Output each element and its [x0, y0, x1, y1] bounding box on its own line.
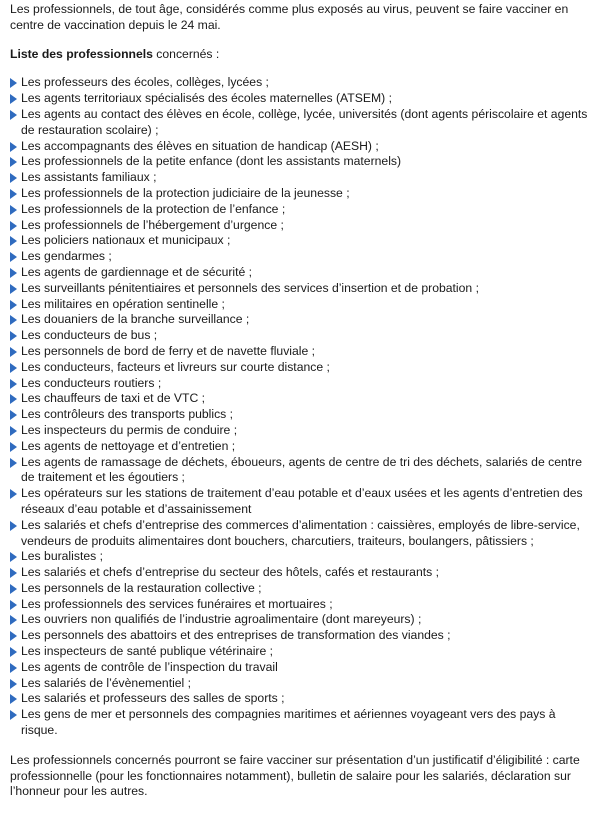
- list-item-text: Les professionnels de l’hébergement d’urgence ;: [21, 217, 284, 232]
- list-item: [10, 170, 590, 186]
- triangle-right-icon: [10, 94, 17, 104]
- triangle-right-icon: [10, 252, 17, 262]
- triangle-right-icon: [10, 363, 17, 373]
- list-item-text: Les contrôleurs des transports publics ;: [21, 407, 234, 422]
- list-item: [10, 186, 590, 202]
- list-item-text: Les professionnels de la protection judiciaire de la jeunesse ;: [21, 185, 350, 200]
- list-item-text: Les ouvriers non qualifiés de l’industrie agroalimentaire (dont mareyeurs) ;: [21, 612, 422, 627]
- professionals-list: [10, 75, 590, 738]
- list-item: [10, 297, 590, 313]
- triangle-right-icon: [10, 157, 17, 167]
- triangle-right-icon: [10, 142, 17, 152]
- list-item: [10, 644, 590, 660]
- triangle-right-icon: [10, 521, 17, 531]
- list-item-text: Les agents de ramassage de déchets, éboueurs, agents de centre de tri des déchets, salariés de centre de traitement et les égoutiers ;: [21, 454, 582, 485]
- triangle-right-icon: [10, 300, 17, 310]
- triangle-right-icon: [10, 426, 17, 436]
- list-item-text: Les inspecteurs de santé publique vétérinaire ;: [21, 644, 274, 659]
- list-item-text: Les surveillants pénitentiaires et personnels des services d’insertion et de probation ;: [21, 280, 479, 295]
- list-item-text: Les gendarmes ;: [21, 249, 112, 264]
- list-item: [10, 75, 590, 91]
- triangle-right-icon: [10, 568, 17, 578]
- list-item: [10, 312, 590, 328]
- list-item-text: Les salariés et chefs d’entreprise du secteur des hôtels, cafés et restaurants ;: [21, 565, 439, 580]
- triangle-right-icon: [10, 331, 17, 341]
- list-item: [10, 154, 590, 170]
- list-item-text: Les militaires en opération sentinelle ;: [21, 296, 225, 311]
- triangle-right-icon: [10, 268, 17, 278]
- triangle-right-icon: [10, 458, 17, 468]
- triangle-right-icon: [10, 679, 17, 689]
- list-item: [10, 660, 590, 676]
- list-heading-bold: Liste des professionnels: [10, 46, 153, 61]
- outro-paragraph: Les professionnels concernés pourront se faire vacciner sur présentation d’un justificatif d’éligibilité : carte professionnelle (pour les fonctionnaires notamment), bulletin de salaire pour les salariés, déclaration sur l’honneur pour les autres.: [10, 752, 580, 799]
- list-heading-rest: concernés :: [152, 46, 220, 61]
- list-item-text: Les professionnels de la petite enfance (dont les assistants maternels): [21, 154, 402, 169]
- list-item: [10, 360, 590, 376]
- list-item-text: Les agents de gardiennage et de sécurité ;: [21, 264, 253, 279]
- list-item-text: Les chauffeurs de taxi et de VTC ;: [21, 391, 206, 406]
- list-item: [10, 612, 590, 628]
- list-item-text: Les agents territoriaux spécialisés des écoles maternelles (ATSEM) ;: [21, 91, 392, 106]
- triangle-right-icon: [10, 552, 17, 562]
- list-item-text: Les conducteurs, facteurs et livreurs sur courte distance ;: [21, 359, 330, 374]
- list-item-text: Les accompagnants des élèves en situation de handicap (AESH) ;: [21, 138, 379, 153]
- triangle-right-icon: [10, 110, 17, 120]
- list-item-text: Les inspecteurs du permis de conduire ;: [21, 422, 238, 437]
- list-item: [10, 218, 590, 234]
- list-item-text: Les conducteurs routiers ;: [21, 375, 162, 390]
- list-item: [10, 281, 590, 297]
- list-item: [10, 139, 590, 155]
- list-item-text: Les personnels des abattoirs et des entreprises de transformation des viandes ;: [21, 628, 451, 643]
- list-item: [10, 455, 590, 487]
- list-item-text: Les gens de mer et personnels des compagnies maritimes et aériennes voyageant vers des pays à risque.: [21, 707, 556, 738]
- list-item-text: Les professionnels des services funéraires et mortuaires ;: [21, 596, 333, 611]
- list-item-text: Les conducteurs de bus ;: [21, 328, 158, 343]
- list-item-text: Les salariés et chefs d’entreprise des commerces d’alimentation : caissières, employés de libre-service, vendeurs de produits alimentaires dont bouchers, charcutiers, traiteurs, boulangers, pâtissiers ;: [21, 517, 580, 548]
- triangle-right-icon: [10, 189, 17, 199]
- list-item: [10, 233, 590, 249]
- triangle-right-icon: [10, 410, 17, 420]
- list-item: [10, 202, 590, 218]
- triangle-right-icon: [10, 442, 17, 452]
- list-item-text: Les opérateurs sur les stations de traitement d’eau potable et d’eaux usées et les agents d’entretien des réseaux d’eau potable et d’assainissement: [21, 486, 583, 516]
- triangle-right-icon: [10, 347, 17, 357]
- triangle-right-icon: [10, 78, 17, 88]
- triangle-right-icon: [10, 205, 17, 215]
- list-item: [10, 691, 590, 707]
- list-item: [10, 328, 590, 344]
- list-item-text: Les salariés de l’évènementiel ;: [21, 675, 192, 690]
- triangle-right-icon: [10, 663, 17, 673]
- list-item: [10, 581, 590, 597]
- list-item: [10, 486, 590, 518]
- list-item: [10, 376, 590, 392]
- list-item: [10, 676, 590, 692]
- triangle-right-icon: [10, 489, 17, 499]
- triangle-right-icon: [10, 284, 17, 294]
- list-item: [10, 518, 590, 550]
- list-item: [10, 344, 590, 360]
- triangle-right-icon: [10, 631, 17, 641]
- triangle-right-icon: [10, 694, 17, 704]
- list-item: [10, 391, 590, 407]
- list-item: [10, 628, 590, 644]
- triangle-right-icon: [10, 600, 17, 610]
- list-item-text: Les assistants familiaux ;: [21, 170, 157, 185]
- list-item-text: Les douaniers de la branche surveillance ;: [21, 312, 250, 327]
- list-item-text: Les professionnels de la protection de l’enfance ;: [21, 201, 286, 216]
- triangle-right-icon: [10, 379, 17, 389]
- triangle-right-icon: [10, 615, 17, 625]
- list-item: [10, 707, 590, 739]
- triangle-right-icon: [10, 394, 17, 404]
- list-item-text: Les salariés et professeurs des salles de sports ;: [21, 691, 285, 706]
- list-item: [10, 265, 590, 281]
- triangle-right-icon: [10, 173, 17, 183]
- list-item: [10, 107, 590, 139]
- list-item: [10, 423, 590, 439]
- triangle-right-icon: [10, 236, 17, 246]
- list-item-text: Les buralistes ;: [21, 549, 103, 564]
- triangle-right-icon: [10, 647, 17, 657]
- list-item: [10, 249, 590, 265]
- list-item: [10, 407, 590, 423]
- list-item-text: Les professeurs des écoles, collèges, lycées ;: [21, 75, 269, 90]
- list-item-text: Les agents de nettoyage et d’entretien ;: [21, 438, 236, 453]
- triangle-right-icon: [10, 221, 17, 231]
- triangle-right-icon: [10, 584, 17, 594]
- list-item: [10, 439, 590, 455]
- list-item-text: Les agents de contrôle de l’inspection du travail: [21, 659, 278, 674]
- list-item: [10, 565, 590, 581]
- list-item: [10, 597, 590, 613]
- list-heading: [10, 47, 590, 63]
- list-item: [10, 91, 590, 107]
- triangle-right-icon: [10, 315, 17, 325]
- intro-paragraph: Les professionnels, de tout âge, considérés comme plus exposés au virus, peuvent se faire vacciner en centre de vaccination depuis le 24 mai.: [10, 2, 569, 32]
- list-item-text: Les personnels de bord de ferry et de navette fluviale ;: [21, 343, 316, 358]
- list-item-text: Les policiers nationaux et municipaux ;: [21, 233, 231, 248]
- list-item-text: Les agents au contact des élèves en école, collège, lycée, universités (dont agents périscolaire et agents de restauration scolaire) ;: [21, 106, 588, 137]
- triangle-right-icon: [10, 710, 17, 720]
- list-item: [10, 549, 590, 565]
- list-item-text: Les personnels de la restauration collective ;: [21, 580, 262, 595]
